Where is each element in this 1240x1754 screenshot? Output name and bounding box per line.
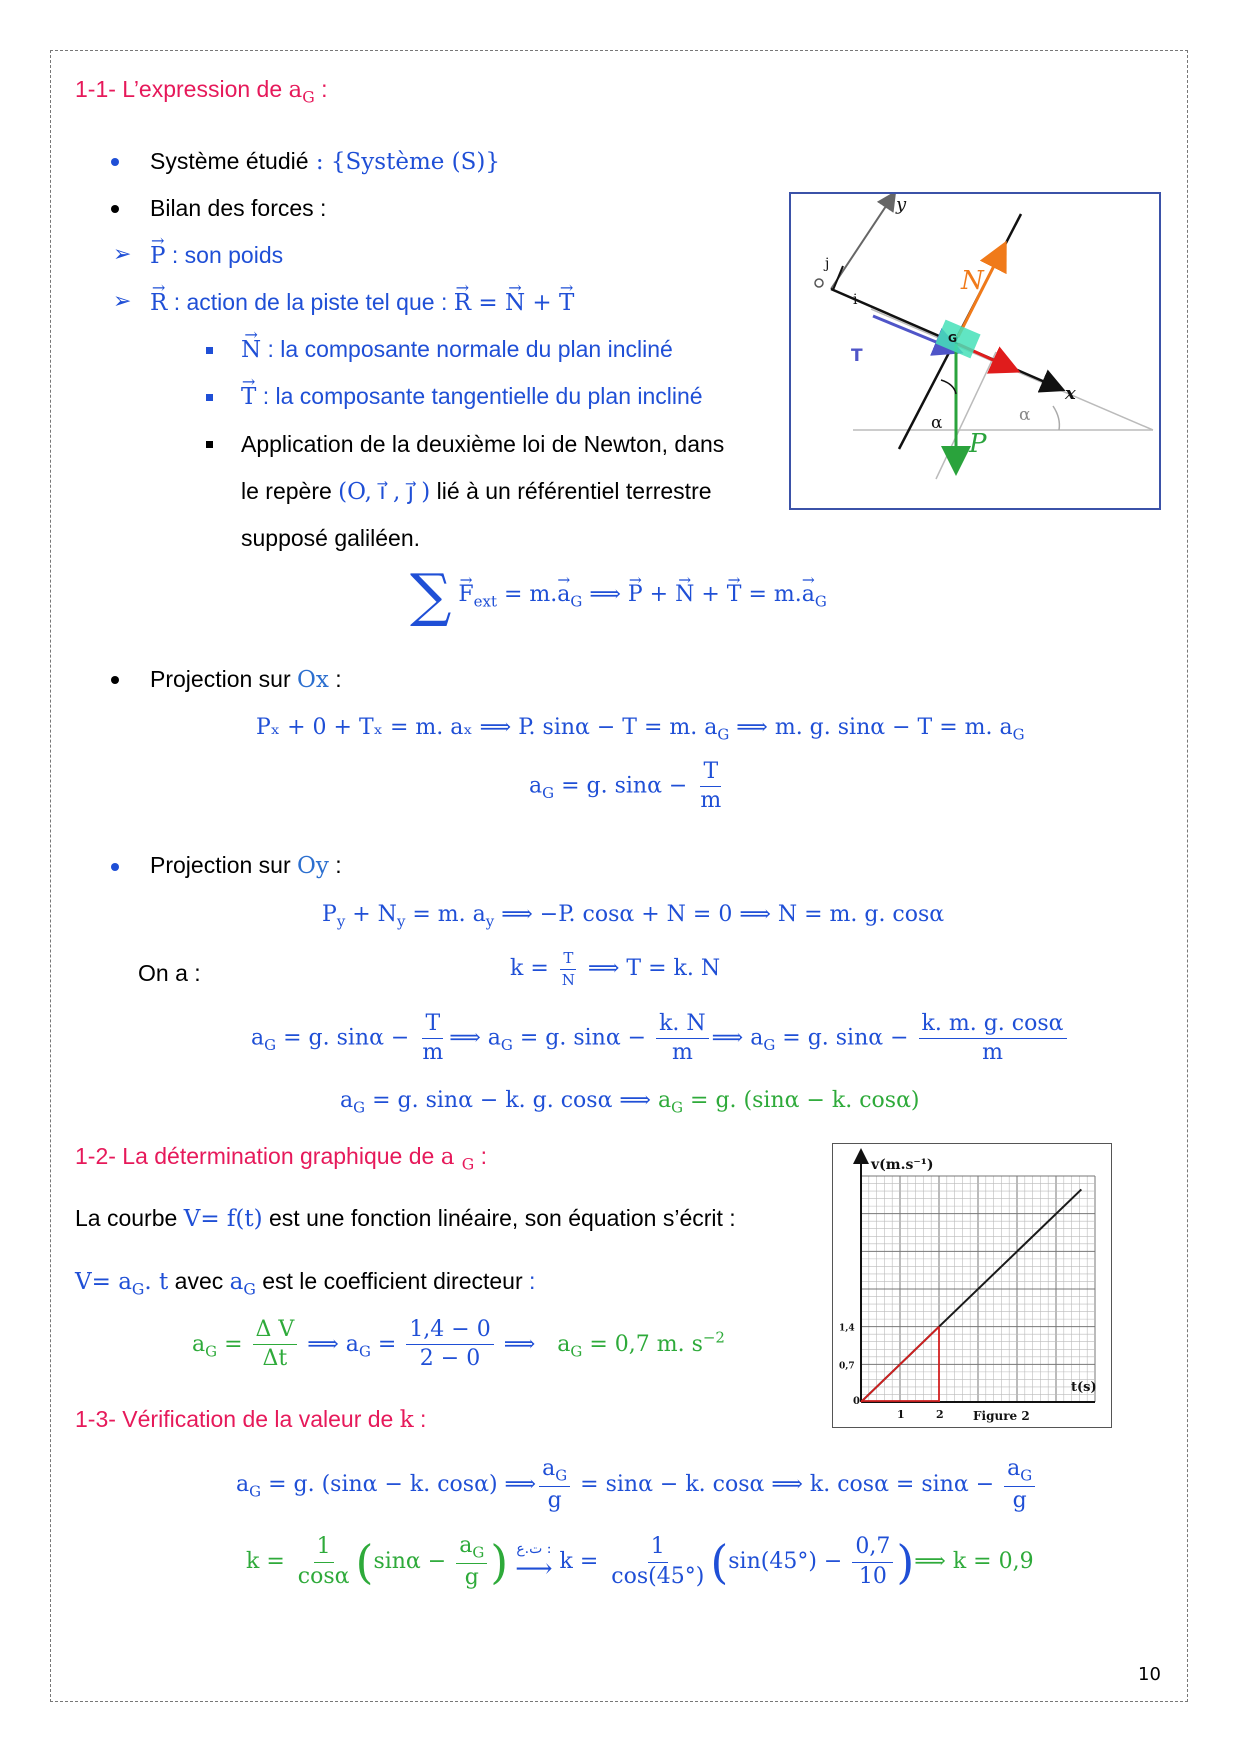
systeme-value: : {Système (S)} <box>308 149 501 175</box>
bullet-dot <box>111 158 119 166</box>
newton-line-3: supposé galiléen. <box>241 525 421 551</box>
bullet-dot <box>111 676 119 684</box>
projection-ox-equation: Pₓ + 0 + Tₓ = m. aₓ ⟹ P. sinα − T = m. $a_G$ ⟹ m. g. sinα − T = m. $a_G$ <box>256 715 1025 744</box>
repere: (O, ı⃗ , ȷ⃗ ) <box>338 479 431 505</box>
y-axis-line <box>831 194 894 289</box>
arrow-bullet-icon: ➢ <box>113 241 132 266</box>
n-text: : la composante normale du plan incliné <box>261 336 673 362</box>
r-eq-r: → R <box>454 290 471 316</box>
x-axis-label: x <box>1065 383 1076 404</box>
title-text: 1-1- L’expression de <box>75 76 289 102</box>
newton-line-2: le repère (O, ı⃗ , ȷ⃗ ) lié à un référentiel terrestre <box>241 478 712 505</box>
sum-forces-equation: ∑ → $F_{ext} = m.\to a_G$ ⟹ → P + → N + → $T = m.\to a_G$ <box>410 566 827 624</box>
chart-marks <box>839 1189 1081 1421</box>
arrow-bullet-icon: ➢ <box>113 288 132 313</box>
x-tick-label: 1 <box>897 1408 905 1421</box>
velocity-chart-svg <box>833 1144 1110 1426</box>
r-eq-t: → T <box>559 290 574 316</box>
square-bullet <box>206 394 213 401</box>
r-eq-n: → N <box>505 290 525 316</box>
systeme-line <box>150 148 500 175</box>
square-bullet <box>206 347 213 354</box>
ag-expression-2: $a_G = g$. sinα − $\frac{T}{m}$ ⟹ $a_G = g$. sinα − $\frac{k. N}{m}$ ⟹ $a_G = g$. sinα − $\frac{k. m. g. \cos\alpha}{m}$ <box>251 1012 1070 1065</box>
force-n-line <box>241 336 673 363</box>
t-vector: → T <box>241 384 256 410</box>
j-unit-vector <box>833 266 843 290</box>
y-axis-label: y <box>896 194 907 215</box>
projection-oy-equation: $P_y + N_y = m$. $a_y$ ⟹ −P. cosα + N = 0 ⟹ N = m. g. cosα <box>322 902 945 931</box>
i-label: i <box>853 292 858 308</box>
velocity-chart <box>832 1143 1112 1428</box>
alpha-label-1: α <box>931 413 943 433</box>
k-definition: k = $\frac{T}{N}$ ⟹ T = k. N <box>510 949 721 989</box>
r-text: : action de la piste tel que : <box>167 289 454 315</box>
title-colon: : <box>314 76 328 102</box>
k-verification-eq-2: k = $\frac{1}{\cos\alpha}$ (sinα − $\frac{a_G}{g}$ ) ت.ع : ⟶ k = $\frac{1}{\cos(45^\circ)}$ (sin(45°) − $\frac{0,7}{10}$ )⟹ k = 0,9 <box>246 1533 1034 1590</box>
page-number: 10 <box>1138 1664 1161 1685</box>
force-p-line <box>150 242 283 269</box>
diagram-svg <box>791 194 1158 507</box>
coefficient-line: $V= a_G$. t avec $a_G$ est le coefficient directeur : <box>75 1268 536 1299</box>
bullet-dot <box>111 863 119 871</box>
force-t-line <box>241 383 703 410</box>
j-label: j <box>825 256 830 272</box>
section-1-1-title <box>75 76 328 107</box>
chart-x-label: t(s) <box>1071 1380 1097 1395</box>
ag-graphical-equation: $a_G$ = $\frac{\text{Δ V}}{\Delta t}$ ⟹ $a_G$ = $\frac{1,4 - 0}{2 - 0}$ ⟹ $a_G = 0,7$ m. $s^{-2}$ <box>192 1317 725 1372</box>
n-label: N <box>961 266 984 296</box>
origin-point <box>815 279 823 287</box>
y-tick-label: 1,4 <box>839 1323 855 1334</box>
p-text: : son poids <box>165 242 284 268</box>
section-1-3-title: 1-3- Vérification de la valeur de k : <box>75 1406 427 1433</box>
k-verification-eq-1: $a_G = g$. (sinα − k. cosα) ⟹ $\frac{a_G}{g}$ = sinα − k. cosα ⟹ k. cosα = sinα − $\frac{a_G}{g}$ <box>236 1457 1038 1513</box>
g-label: G <box>948 332 958 345</box>
angle-arc-2 <box>1053 406 1059 430</box>
force-r-line <box>150 289 574 316</box>
chart-origin-label: 0 <box>853 1396 860 1407</box>
gray-support-line <box>936 352 996 479</box>
y-tick-label: 0,7 <box>839 1361 855 1372</box>
r-eq-plus: + <box>525 290 559 316</box>
p-label: P <box>969 429 987 459</box>
section-1-2-title: 1-2- La détermination graphique de a $_G$ : <box>75 1143 487 1174</box>
projection-oy-title: Projection sur Oy : <box>150 852 342 879</box>
p-vector: → P <box>150 243 165 269</box>
inclined-plane-diagram <box>789 192 1161 510</box>
projection-ox-title: Projection sur Ox : <box>150 666 342 693</box>
r-eq-equals: = <box>471 290 505 316</box>
x-tick-label: 2 <box>936 1408 944 1421</box>
angle-arc-1 <box>941 380 956 394</box>
n-vector: → N <box>241 337 261 363</box>
t-text: : la composante tangentielle du plan incliné <box>256 383 703 409</box>
bilan-title: Bilan des forces : <box>150 195 327 221</box>
t-label: T <box>851 346 863 366</box>
square-bullet <box>206 441 213 448</box>
r-vector: → R <box>150 290 167 316</box>
alpha-label-2: α <box>1019 405 1031 425</box>
ag-expression-final: $a_G = g$. sinα − k. g. cosα ⟹ $a_G = g$. (sinα − k. cosα) <box>340 1088 920 1117</box>
ag-expression-1: $a_G = g$. sinα − $\frac{T}{m}$ <box>529 759 722 814</box>
bullet-dot <box>111 205 119 213</box>
on-a-label: On a : <box>138 960 201 986</box>
newton-line-1: Application de la deuxième loi de Newton, dans <box>241 431 725 457</box>
systeme-label: Système étudié <box>150 148 309 174</box>
chart-title: Figure 2 <box>973 1409 1030 1423</box>
title-sym: $a_G$ <box>288 77 315 107</box>
courbe-line: La courbe V= f(t) est une fonction linéaire, son équation s’écrit : <box>75 1205 736 1232</box>
sum-icon: ∑ <box>410 561 452 629</box>
chart-y-label: v(m.s⁻¹) <box>871 1157 934 1173</box>
